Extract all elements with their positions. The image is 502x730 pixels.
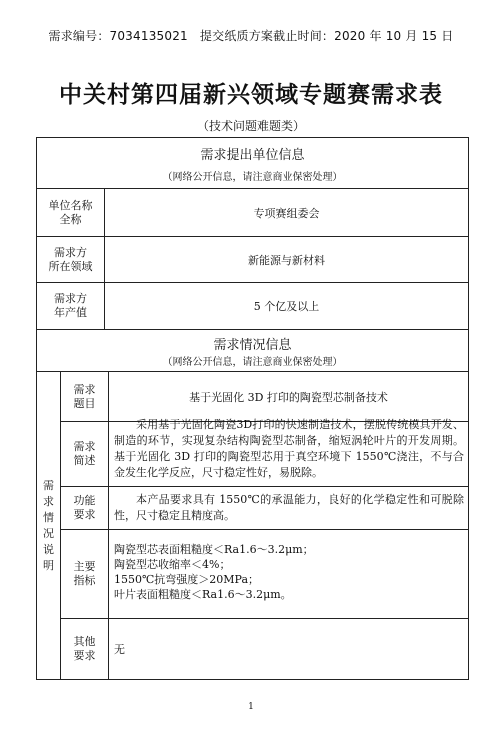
list-item: 陶瓷型芯表面粗糙度＜Ra1.6～3.2μm； [114, 543, 314, 556]
header-line [0, 27, 502, 44]
page-subtitle: （技术问题难题类） [196, 119, 305, 133]
list-item: 陶瓷型芯收缩率＜4%； [114, 558, 231, 571]
unit-section-note: （网络公开信息，请注意商业保密处理） [162, 171, 343, 183]
topic-label: 需求 题目 [73, 382, 96, 410]
field-value: 新能源与新材料 [248, 253, 325, 267]
indicators-list [114, 542, 464, 602]
list-item: 叶片表面粗糙度＜Ra1.6～3.2μm。 [114, 588, 292, 601]
field-label: 需求方 所在领域 [48, 245, 93, 273]
demand-section-title: 需求情况信息 [213, 337, 292, 353]
function-value: 本产品要求具有 1550℃的承温能力，良好的化学稳定性和可脱除性，尺寸稳定且精度高。 [114, 493, 464, 522]
demand-form-table [36, 137, 469, 680]
other-value: 无 [114, 643, 125, 656]
function-label: 功能 要求 [73, 494, 96, 521]
unit-section-title: 需求提出单位信息 [200, 147, 305, 163]
demand-number: 需求编号：7034135021 [48, 29, 188, 43]
output-label: 需求方 年产值 [54, 292, 87, 319]
side-label-demand-description: 需 求 情 况 说 明 [43, 478, 54, 572]
divider [37, 329, 468, 330]
deadline-text: 提交纸质方案截止时间：2020 年 10 月 15 日 [199, 29, 454, 43]
page-title: 中关村第四届新兴领域专题赛需求表 [59, 82, 443, 108]
page-number: 1 [248, 702, 254, 712]
demand-section-note: （网络公开信息，请注意商业保密处理） [162, 356, 343, 368]
unit-name-value: 专项赛组委会 [253, 206, 320, 220]
brief-value: 采用基于光固化陶瓷3D打印的快速制造技术，摆脱传统模具开发、制造的环节，实现复杂结构陶瓷型芯制备，缩短涡轮叶片的开发周期。基于光固化 3D 打印的陶瓷型芯用于真空环境下 1550℃浇注，不与合金发生化学反应，尺寸稳定性好，易脱除。 [114, 418, 464, 479]
output-value: 5 个亿及以上 [253, 300, 320, 313]
unit-name-label: 单位名称 全称 [48, 198, 93, 226]
topic-value: 基于光固化 3D 打印的陶瓷型芯制备技术 [189, 390, 388, 404]
divider [60, 529, 468, 530]
list-item: 1550℃抗弯强度＞20MPa； [114, 573, 260, 586]
other-label: 其他 要求 [73, 635, 96, 662]
brief-label: 需求 简述 [73, 440, 96, 467]
indicators-label: 主要 指标 [73, 560, 96, 587]
divider [60, 486, 468, 487]
